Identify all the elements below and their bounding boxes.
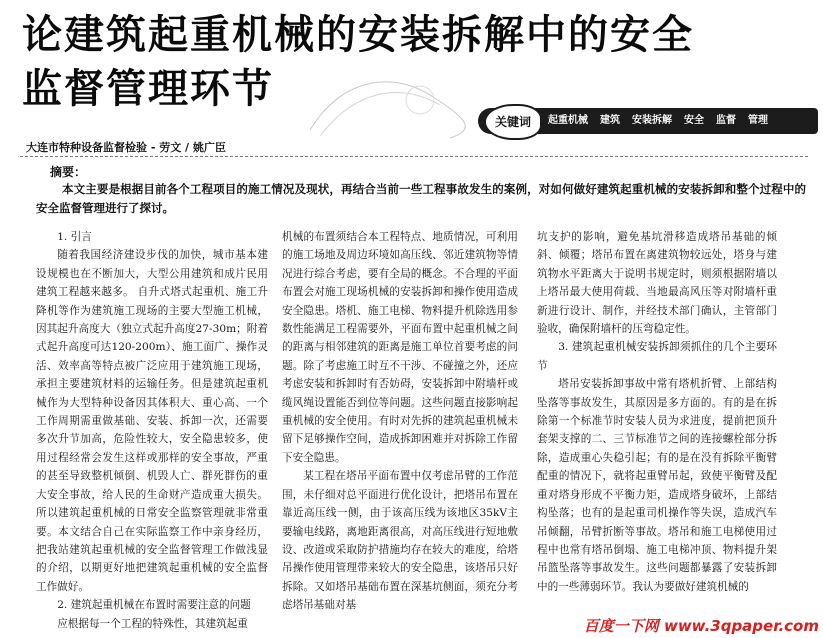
article-title bbox=[22, 8, 802, 116]
keywords-list bbox=[548, 108, 768, 134]
keyword-item: 建筑 bbox=[600, 115, 620, 126]
body-paragraph: 随着我国经济建设步伐的加快，城市基本建设规模也在不断加大，大型公用建筑和成片民用建筑工程越来越多。 自升式塔式起重机、施工升降机等作为建筑施工现场的主要大型施工机械，因其起升高度大（独立式起升高度27-30m；附着式起升高度可达120-200m）、施工面广、操作灵活、效率高等特点被广泛应用于建筑施工现场，承担主要建筑材料的运输任务。但是建筑起重机械作为大型特种设备因其体积大、重心高、一个工作周期需重做基础、安装、拆卸一次，还需要多次升节加高，危险性较大，安全隐患较多，使用过程经常会发生这样或那样的安全事故，严重的甚至导致整机倾倒、机毁人亡、群死群伤的重大安全事故，给人民的生命财产造成重大损失。所以建筑起重机械的日常安全监察管理就非常重要。本文结合自己在实际监察工作中亲身经历，把我站建筑起重机械的安全监督管理工作做浅显的介绍，以期更好地把建筑起重机械的安全监督工作做好。 bbox=[36, 249, 268, 593]
abstract-label: 摘要： bbox=[50, 165, 87, 179]
body-paragraph: 塔吊安装拆卸事故中常有塔机折臂、上部结构坠落等事故发生，其原因是多方面的。有的是在拆除第一个标准节时安装人员为求进度，提前把顶升套架支撑的二、三节标准节之间的连接螺栓部分拆除，造成重心失稳引起；有的是在没有拆除平衡臂配重的情况下，就将起重臂吊起，致使平衡臂及配重对塔身形成不平衡力矩，造成塔身破坏，上部结构坠落；也有的是起重司机操作等失误，造成汽车吊倾翻，吊臂折断等事故。塔吊和施工电梯使用过程中也常有塔吊倒塌、施工电梯冲顶、物料提升架吊篮坠落等事故发生。这些问题都暴露了安装拆卸中的一些薄弱环节。我认为要做好建筑机械的 bbox=[537, 378, 777, 593]
title-line-1: 论建筑起重机械的安装拆解中的安全 bbox=[22, 12, 694, 58]
title-line-2: 监督管理环节 bbox=[22, 66, 274, 112]
keyword-item: 安装拆解 bbox=[632, 115, 672, 126]
section-heading: 1. 引言 bbox=[57, 231, 92, 243]
body-column-2 bbox=[282, 228, 518, 636]
body-paragraph: 机械的布置须结合本工程特点、地质情况，可利用的施工场地及周边环境如高压线、邻近建筑物等情况进行综合考虑，要有全局的概念。不合理的平面布置会对施工现场机械的安装拆卸和操作使用造成安全隐患。塔机、施工电梯、物料提升机除选用参数性能满足工程需要外，平面布置中起重机械之间的距离与相邻建筑的距离是施工单位首要考虑的问题。除了考虑施工时互不干涉、不碰撞之外，还应考虑安装和拆卸时有否妨碍，安装拆卸中附墙杆或缆风绳设置能否到位等问题。这些问题直接影响起重机械的安全使用。有时对先拆的建筑起重机械未留下足够操作空间，造成拆卸困难并对拆除工作留下安全隐患。 bbox=[282, 231, 518, 464]
keyword-item: 监督 bbox=[716, 115, 736, 126]
divider bbox=[20, 156, 808, 157]
site-watermark: 百度一下网 www.3qpaper.com bbox=[583, 617, 819, 635]
section-heading: 3. 建筑起重机械安装拆卸须抓住的几个主要环节 bbox=[537, 341, 777, 372]
body-paragraph: 某工程在塔吊平面布置中仅考虑吊臂的工作范围，未仔细对总平面进行优化设计，把塔吊布置在靠近高压线一侧，由于该高压线为该地区35kV主要输电线路，离地距离很高，对高压线进行短地敷设、改道或采取防护措施均存在较大的难度，给塔吊操作使用管理带来较大的安全隐患，该塔吊只好拆除。又如塔吊基础布置在深基坑侧面，须充分考虑塔吊基础对基 bbox=[282, 470, 518, 612]
body-paragraph: 应根据每一个工程的特殊性，其建筑起重 bbox=[57, 617, 248, 630]
abstract-text: 本文主要是根据目前各个工程项目的施工情况及现状，再结合当前一些工程事故发生的案例，对如何做好建筑起重机械的安装拆卸和整个过程中的安全监督管理进行了探讨。 bbox=[36, 182, 806, 215]
keyword-item: 安全 bbox=[684, 115, 704, 126]
author-line: 大连市特种设备监督检验 - 劳文 / 姚广臣 bbox=[26, 141, 226, 154]
body-paragraph: 坑支护的影响，避免基坑滑移造成塔吊基础的倾斜、倾覆；塔吊布置在离建筑物较远处，塔身与建筑物水平距离大于说明书规定时，则须根据附墙以上塔吊最大使用荷载、当地最高风压等对附墙杆重新进行设计、制作，并经技术部门确认，主管部门验收，确保附墙杆的压弯稳定性。 bbox=[537, 231, 777, 336]
section-heading: 2. 建筑起重机械在布置时需要注意的问题 bbox=[57, 599, 251, 612]
keyword-item: 起重机械 bbox=[548, 115, 588, 126]
keyword-item: 管理 bbox=[748, 115, 768, 126]
body-column-1 bbox=[36, 228, 268, 636]
body-column-3 bbox=[537, 228, 777, 636]
keywords-label: 关键词 bbox=[484, 104, 542, 140]
